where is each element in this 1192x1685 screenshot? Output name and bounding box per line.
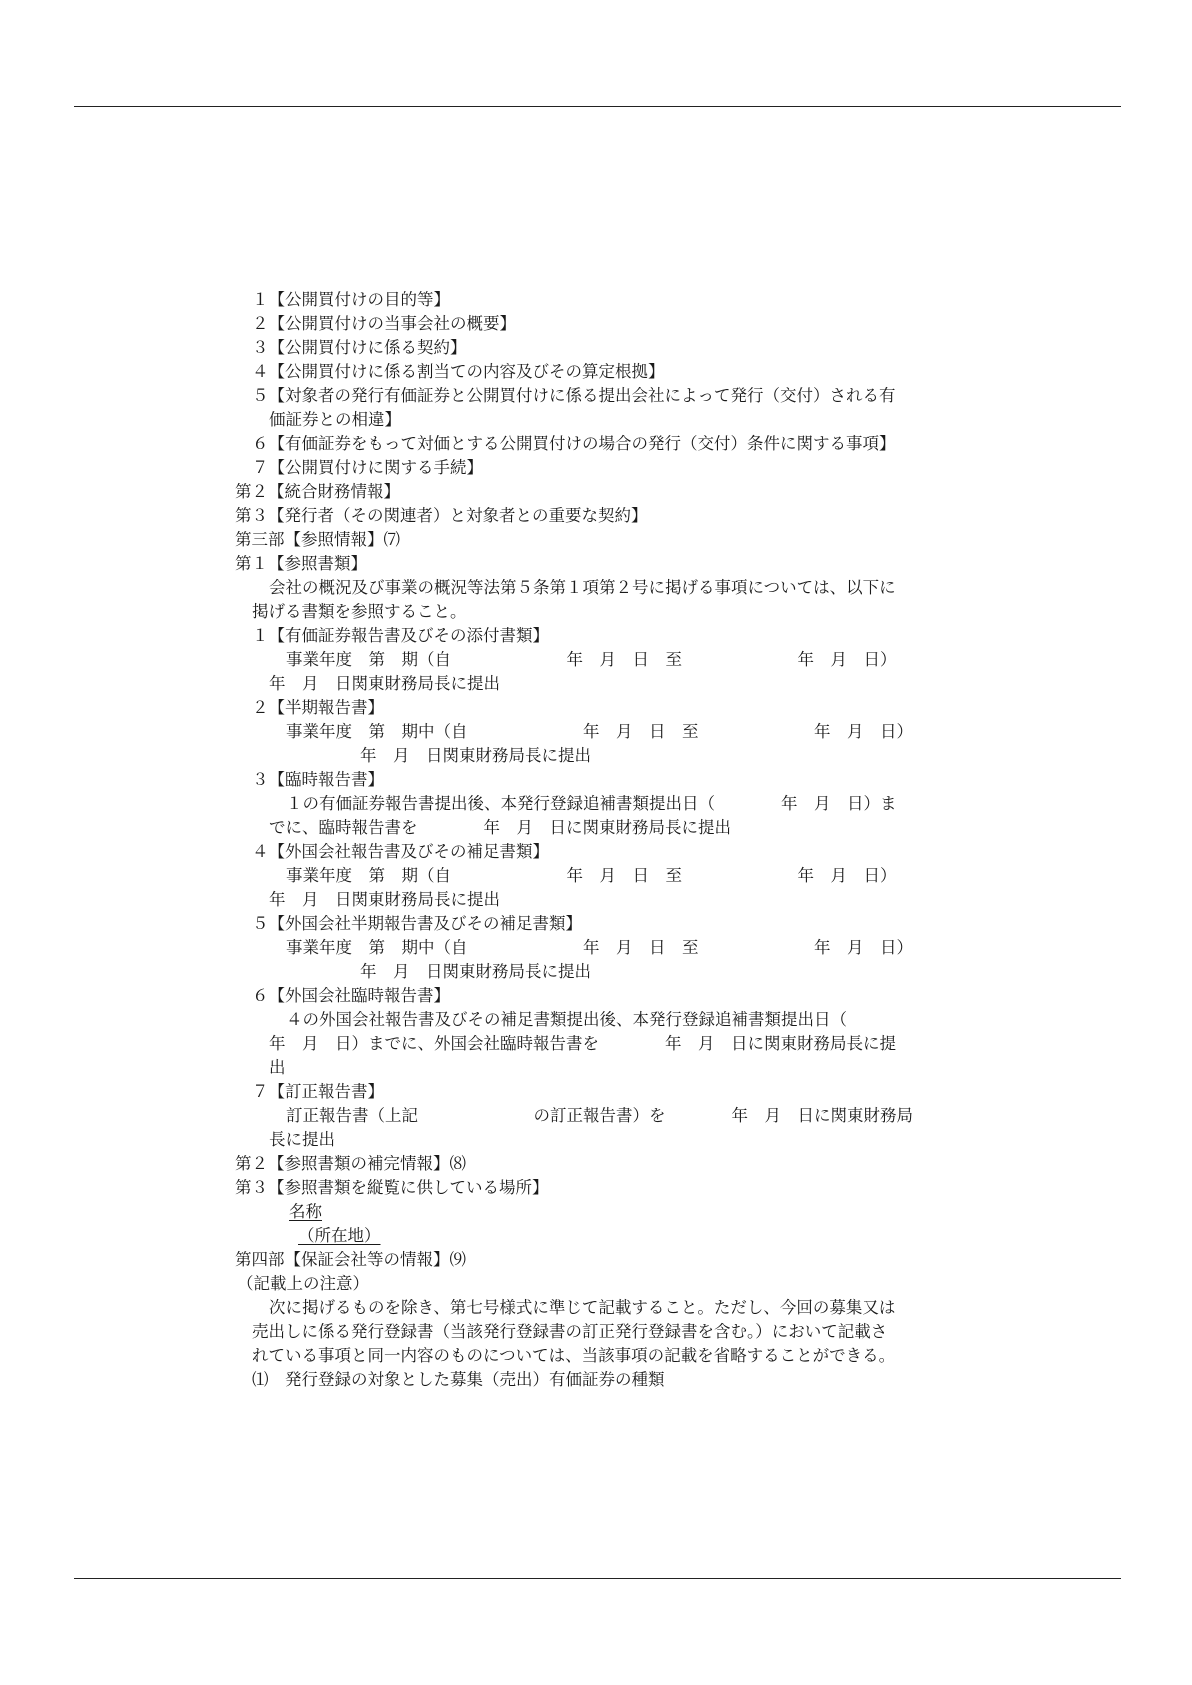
- part-heading: 第三部【参照情報】⑺: [235, 530, 400, 549]
- period-line: 事業年度 第 期中（自 年 月 日 至 年 月 日）: [286, 722, 913, 741]
- period-line: 事業年度 第 期（自 年 月 日 至 年 月 日）: [286, 650, 897, 669]
- toc-item: ３【臨時報告書】: [252, 770, 384, 789]
- toc-item-continuation: 価証券との相違】: [269, 410, 401, 429]
- footer-rule: [74, 1578, 1121, 1579]
- notes-heading: （記載上の注意）: [237, 1274, 369, 1293]
- paragraph-line: れている事項と同一内容のものについては、当該事項の記載を省略することができる。: [252, 1346, 896, 1365]
- submission-line: 年 月 日関東財務局長に提出: [360, 962, 591, 981]
- toc-item: １【公開買付けの目的等】: [252, 290, 450, 309]
- paragraph-line: 年 月 日）までに、外国会社臨時報告書を 年 月 日に関東財務局長に提: [269, 1034, 896, 1053]
- paragraph-line: 会社の概況及び事業の概況等法第５条第１項第２号に掲げる事項については、以下に: [269, 578, 896, 597]
- section-heading: 第２【参照書類の補完情報】⑻: [235, 1154, 466, 1173]
- toc-item: ５【対象者の発行有価証券と公開買付けに係る提出会社によって発行（交付）される有: [252, 386, 896, 405]
- toc-item: ２【公開買付けの当事会社の概要】: [252, 314, 516, 333]
- toc-item: ５【外国会社半期報告書及びその補足書類】: [252, 914, 582, 933]
- submission-line: 年 月 日関東財務局長に提出: [269, 674, 500, 693]
- toc-item: ６【有価証券をもって対価とする公開買付けの場合の発行（交付）条件に関する事項】: [252, 434, 896, 453]
- toc-item: １【有価証券報告書及びその添付書類】: [252, 626, 549, 645]
- toc-item: ７【訂正報告書】: [252, 1082, 384, 1101]
- paragraph-line: 掲げる書類を参照すること。: [252, 602, 467, 621]
- location-name: 名称: [289, 1202, 322, 1221]
- toc-item: ７【公開買付けに関する手続】: [252, 458, 483, 477]
- section-heading: 第３【発行者（その関連者）と対象者との重要な契約】: [235, 506, 648, 525]
- toc-item: ２【半期報告書】: [252, 698, 384, 717]
- note-item: ⑴ 発行登録の対象とした募集（売出）有価証券の種類: [252, 1370, 665, 1389]
- paragraph-line: １の有価証券報告書提出後、本発行登録追補書類提出日（ 年 月 日）ま: [286, 794, 897, 813]
- header-rule: [74, 106, 1121, 107]
- paragraph-line: 訂正報告書（上記 の訂正報告書）を 年 月 日に関東財務局: [286, 1106, 913, 1125]
- toc-item: ４【外国会社報告書及びその補足書類】: [252, 842, 549, 861]
- location-address: （所在地）: [298, 1226, 381, 1245]
- section-heading: 第３【参照書類を縦覧に供している場所】: [235, 1178, 549, 1197]
- submission-line: 年 月 日関東財務局長に提出: [269, 890, 500, 909]
- period-line: 事業年度 第 期中（自 年 月 日 至 年 月 日）: [286, 938, 913, 957]
- toc-item: ４【公開買付けに係る割当ての内容及びその算定根拠】: [252, 362, 665, 381]
- paragraph-line: ４の外国会社報告書及びその補足書類提出後、本発行登録追補書類提出日（: [286, 1010, 847, 1029]
- paragraph-line: 売出しに係る発行登録書（当該発行登録書の訂正発行登録書を含む。）において記載さ: [252, 1322, 888, 1341]
- part-heading: 第四部【保証会社等の情報】⑼: [235, 1250, 466, 1269]
- toc-item: ３【公開買付けに係る契約】: [252, 338, 467, 357]
- section-heading: 第１【参照書類】: [235, 554, 367, 573]
- paragraph-line: 出: [269, 1058, 286, 1077]
- submission-line: 年 月 日関東財務局長に提出: [360, 746, 591, 765]
- section-heading: 第２【統合財務情報】: [235, 482, 400, 501]
- paragraph-line: でに、臨時報告書を 年 月 日に関東財務局長に提出: [269, 818, 731, 837]
- toc-item: ６【外国会社臨時報告書】: [252, 986, 450, 1005]
- paragraph-line: 長に提出: [269, 1130, 335, 1149]
- paragraph-line: 次に掲げるものを除き、第七号様式に準じて記載すること。ただし、今回の募集又は: [269, 1298, 896, 1317]
- period-line: 事業年度 第 期（自 年 月 日 至 年 月 日）: [286, 866, 897, 885]
